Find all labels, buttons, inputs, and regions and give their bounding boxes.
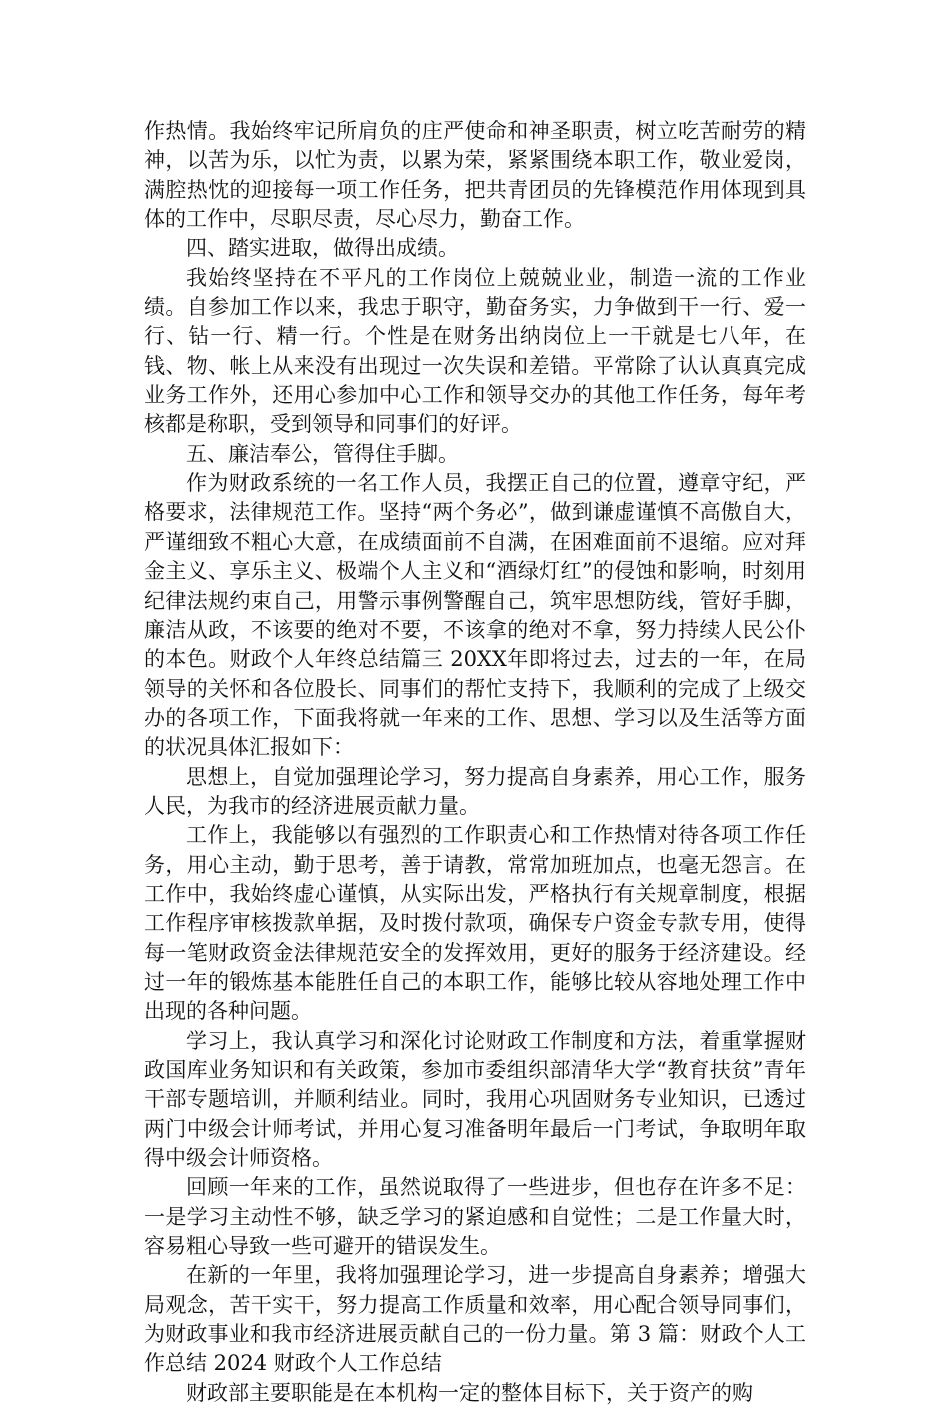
paragraph-work-performance: 我始终坚持在不平凡的工作岗位上兢兢业业，制造一流的工作业绩。自参加工作以来，我忠于职守，勤奋务实，力争做到干一行、爱一行、钻一行、精一行。个性是在财务出纳岗位上一干就是七八年，在钱、物、帐上从来没有出现过一次失误和差错。平常除了认认真真完成业务工作外，还用心参加中心工作和领导交办的其他工作任务，每年考核都是称职，受到领导和同事们的好评。: [144, 265, 806, 437]
paragraph-work: 工作上，我能够以有强烈的工作职责心和工作热情对待各项工作任务，用心主动，勤于思考，善于请教，常常加班加点，也毫无怨言。在工作中，我始终虚心谨慎，从实际出发，严格执行有关规章制度，根据工作程序审核拨款单据，及时拨付款项，确保专户资金专款专用，使得每一笔财政资金法律规范安全的发挥效用，更好的服务于经济建设。经过一年的锻炼基本能胜任自己的本职工作，能够比较从容地处理工作中出现的各种问题。: [144, 823, 806, 1024]
paragraph-finance-duties: 财政部主要职能是在本机构一定的整体目标下，关于资产的购: [186, 1380, 753, 1405]
paragraph-study: 学习上，我认真学习和深化讨论财政工作制度和方法，着重掌握财政国库业务知识和有关政策，参加市委组织部清华大学“教育扶贫”青年干部专题培训，并顺利结业。同时，我用心巩固财务专业知识，已透过两门中级会计师考试，并用心复习准备明年最后一门考试，争取明年取得中级会计师资格。: [144, 1028, 806, 1171]
heading-section-five: 五、廉洁奉公，管得住手脚。: [186, 441, 459, 466]
heading-section-four: 四、踏实进取，做得出成绩。: [186, 236, 459, 261]
paragraph-thought: 思想上，自觉加强理论学习，努力提高自身素养，用心工作，服务人民，为我市的经济进展贡献力量。: [144, 764, 806, 818]
paragraph-review: 回顾一年来的工作，虽然说取得了一些进步，但也存在许多不足：一是学习主动性不够，缺乏学习的紧迫感和自觉性；二是工作量大时，容易粗心导致一些可避开的错误发生。: [144, 1175, 806, 1259]
paragraph-continuation: 作热情。我始终牢记所肩负的庄严使命和神圣职责，树立吃苦耐劳的精神，以苦为乐，以忙为责，以累为荣，紧紧围绕本职工作，敬业爱岗，满腔热忱的迎接每一项工作任务，把共青团员的先锋模范作用体现到具体的工作中，尽职尽责，尽心尽力，勤奋工作。: [144, 119, 806, 232]
paragraph-integrity: 作为财政系统的一名工作人员，我摆正自己的位置，遵章守纪，严格要求，法律规范工作。坚持“两个务必”，做到谦虚谨慎不高傲自大，严谨细致不粗心大意，在成绩面前不自满，在困难面前不退缩。应对拜金主义、享乐主义、极端个人主义和“酒绿灯红”的侵蚀和影响，时刻用纪律法规约束自己，用警示事例警醒自己，筑牢思想防线，管好手脚，廉洁从政，不该要的绝对不要，不该拿的绝对不拿，努力持续人民公仆的本色。财政个人年终总结篇三 20XX年即将过去，过去的一年，在局领导的关怀和各位股长、同事们的帮忙支持下，我顺利的完成了上级交办的各项工作，下面我将就一年来的工作、思想、学习以及生活等方面的状况具体汇报如下：: [144, 471, 806, 760]
paragraph-new-year: 在新的一年里，我将加强理论学习，进一步提高自身素养；增强大局观念，苦干实干，努力提高工作质量和效率，用心配合领导同事们，为财政事业和我市经济进展贡献自己的一份力量。第 3 篇：财政个人工作总结 2024 财政个人工作总结: [144, 1263, 806, 1376]
document-page: [144, 117, 806, 1408]
